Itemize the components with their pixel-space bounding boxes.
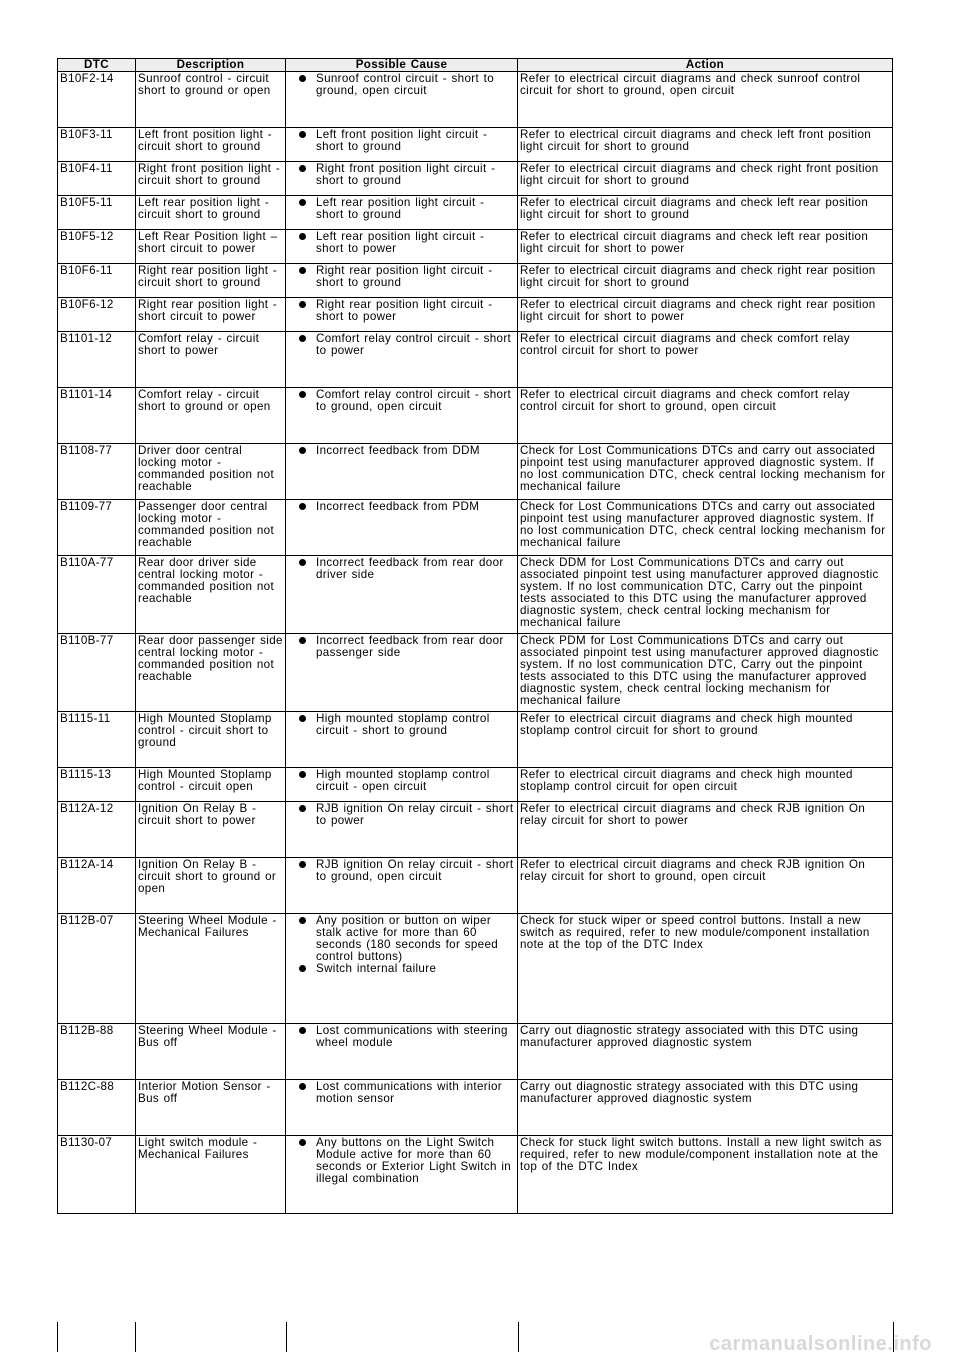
cause-item: RJB ignition On relay circuit - short to ground, open circuit: [302, 859, 515, 883]
possible-cause: [286, 768, 518, 802]
header-action: Action: [518, 59, 893, 72]
dtc-code: B112A-14: [58, 858, 136, 914]
cause-item: Comfort relay control circuit - short to ground, open circuit: [302, 389, 515, 413]
header-description: Description: [136, 59, 286, 72]
possible-cause: [286, 556, 518, 634]
dtc-action: Refer to electrical circuit diagrams and check RJB ignition On relay circuit for short to power: [518, 802, 893, 858]
cause-item: Right front position light circuit - short to ground: [302, 163, 515, 187]
possible-cause: [286, 72, 518, 128]
cause-list: [288, 501, 515, 513]
dtc-code: B10F5-11: [58, 196, 136, 230]
table-row: [58, 500, 893, 556]
dtc-action: Carry out diagnostic strategy associated with this DTC using manufacturer approved diagnostic system: [518, 1080, 893, 1136]
possible-cause: [286, 298, 518, 332]
cause-list: [288, 389, 515, 413]
possible-cause: [286, 634, 518, 712]
dtc-action: Refer to electrical circuit diagrams and check comfort relay control circuit for short to ground, open circuit: [518, 388, 893, 444]
header-possible-cause: Possible Cause: [286, 59, 518, 72]
cause-list: [288, 299, 515, 323]
possible-cause: [286, 1024, 518, 1080]
dtc-action: Refer to electrical circuit diagrams and check comfort relay control circuit for short to power: [518, 332, 893, 388]
dtc-code: B1109-77: [58, 500, 136, 556]
possible-cause: [286, 128, 518, 162]
dtc-code: B110A-77: [58, 556, 136, 634]
cause-list: [288, 635, 515, 659]
table-row: [58, 712, 893, 768]
dtc-table-container: [57, 58, 892, 1214]
cause-item: Any buttons on the Light Switch Module active for more than 60 seconds or Exterior Light Switch in illegal combination: [302, 1137, 515, 1185]
table-row: [58, 768, 893, 802]
cause-list: [288, 1081, 515, 1105]
dtc-description: Rear door passenger side central locking motor - commanded position not reachable: [136, 634, 286, 712]
cause-item: Incorrect feedback from rear door driver side: [302, 557, 515, 581]
table-row: [58, 444, 893, 500]
dtc-action: Refer to electrical circuit diagrams and check left rear position light circuit for short to power: [518, 230, 893, 264]
possible-cause: [286, 230, 518, 264]
cause-item: Incorrect feedback from PDM: [302, 501, 515, 513]
table-row: [58, 914, 893, 1024]
possible-cause: [286, 162, 518, 196]
dtc-description: Left Rear Position light – short circuit to power: [136, 230, 286, 264]
table-row: [58, 128, 893, 162]
possible-cause: [286, 196, 518, 230]
table-header-row: [58, 59, 893, 72]
dtc-description: Ignition On Relay B - circuit short to power: [136, 802, 286, 858]
cause-list: [288, 231, 515, 255]
possible-cause: [286, 332, 518, 388]
cause-list: [288, 769, 515, 793]
dtc-code: B1115-13: [58, 768, 136, 802]
dtc-action: Refer to electrical circuit diagrams and check left rear position light circuit for short to ground: [518, 196, 893, 230]
dtc-description: Steering Wheel Module - Bus off: [136, 1024, 286, 1080]
dtc-code: B10F3-11: [58, 128, 136, 162]
dtc-description: Ignition On Relay B - circuit short to ground or open: [136, 858, 286, 914]
dtc-description: Right rear position light - short circuit to power: [136, 298, 286, 332]
dtc-action: Refer to electrical circuit diagrams and check high mounted stoplamp control circuit for short to ground: [518, 712, 893, 768]
possible-cause: [286, 1136, 518, 1214]
dtc-code: B110B-77: [58, 634, 136, 712]
cause-list: [288, 129, 515, 153]
dtc-action: Check for Lost Communications DTCs and carry out associated pinpoint test using manufacturer approved diagnostic system. If no lost communication DTC, check central locking mechanism for mechanical failure: [518, 444, 893, 500]
dtc-code: B112B-88: [58, 1024, 136, 1080]
dtc-description: Sunroof control - circuit short to ground or open: [136, 72, 286, 128]
cause-item: Any position or button on wiper stalk active for more than 60 seconds (180 seconds for speed control buttons): [302, 915, 515, 963]
dtc-description: Right rear position light - circuit short to ground: [136, 264, 286, 298]
table-row: [58, 196, 893, 230]
dtc-description: High Mounted Stoplamp control - circuit open: [136, 768, 286, 802]
table-row: [58, 230, 893, 264]
possible-cause: [286, 444, 518, 500]
dtc-action: Check DDM for Lost Communications DTCs and carry out associated pinpoint test using manufacturer approved diagnostic system. If no lost communication DTC, Carry out the pinpoint tests associated to this DTC using the manufacturer approved diagnostic system, check central locking mechanism for mechanical failure: [518, 556, 893, 634]
dtc-table: [57, 58, 893, 1214]
cause-list: [288, 803, 515, 827]
dtc-code: B1130-07: [58, 1136, 136, 1214]
dtc-action: Check PDM for Lost Communications DTCs and carry out associated pinpoint test using manufacturer approved diagnostic system. If no lost communication DTC, Carry out the pinpoint tests associated to this DTC using the manufacturer approved diagnostic system, check central locking mechanism for mechanical failure: [518, 634, 893, 712]
table-row: [58, 264, 893, 298]
watermark: carmanualsonline.info: [709, 1333, 932, 1355]
dtc-code: B1115-11: [58, 712, 136, 768]
possible-cause: [286, 712, 518, 768]
table-row: [58, 1024, 893, 1080]
cause-list: [288, 1137, 515, 1185]
table-row: [58, 858, 893, 914]
table-row: [58, 72, 893, 128]
header-dtc: DTC: [58, 59, 136, 72]
dtc-code: B112B-07: [58, 914, 136, 1024]
dtc-action: Refer to electrical circuit diagrams and check right rear position light circuit for short to ground: [518, 264, 893, 298]
dtc-action: Refer to electrical circuit diagrams and check sunroof control circuit for short to ground, open circuit: [518, 72, 893, 128]
possible-cause: [286, 858, 518, 914]
dtc-action: Refer to electrical circuit diagrams and check high mounted stoplamp control circuit for open circuit: [518, 768, 893, 802]
table-row: [58, 802, 893, 858]
dtc-code: B10F6-12: [58, 298, 136, 332]
possible-cause: [286, 802, 518, 858]
cause-list: [288, 445, 515, 457]
dtc-description: Light switch module - Mechanical Failures: [136, 1136, 286, 1214]
cause-item: Lost communications with steering wheel module: [302, 1025, 515, 1049]
cause-item: Incorrect feedback from rear door passenger side: [302, 635, 515, 659]
dtc-action: Refer to electrical circuit diagrams and check right front position light circuit for short to ground: [518, 162, 893, 196]
cause-item: Left rear position light circuit - short to power: [302, 231, 515, 255]
dtc-action: Check for stuck light switch buttons. Install a new light switch as required, refer to new module/component installation note at the top of the DTC Index: [518, 1136, 893, 1214]
dtc-code: B112C-88: [58, 1080, 136, 1136]
dtc-description: Comfort relay - circuit short to power: [136, 332, 286, 388]
table-row: [58, 634, 893, 712]
dtc-description: Driver door central locking motor - commanded position not reachable: [136, 444, 286, 500]
dtc-description: Rear door driver side central locking motor - commanded position not reachable: [136, 556, 286, 634]
cause-item: Sunroof control circuit - short to ground, open circuit: [302, 73, 515, 97]
cause-item: Comfort relay control circuit - short to power: [302, 333, 515, 357]
cause-item: High mounted stoplamp control circuit - short to ground: [302, 713, 515, 737]
cause-list: [288, 915, 515, 975]
table-row: [58, 162, 893, 196]
possible-cause: [286, 264, 518, 298]
cause-list: [288, 73, 515, 97]
dtc-code: B112A-12: [58, 802, 136, 858]
cause-item: Left front position light circuit - short to ground: [302, 129, 515, 153]
cause-item: Incorrect feedback from DDM: [302, 445, 515, 457]
table-row: [58, 388, 893, 444]
cause-item: Right rear position light circuit - short to ground: [302, 265, 515, 289]
dtc-action: Check for stuck wiper or speed control buttons. Install a new switch as required, refer to new module/component installation note at the top of the DTC Index: [518, 914, 893, 1024]
table-row: [58, 1080, 893, 1136]
dtc-description: Comfort relay - circuit short to ground or open: [136, 388, 286, 444]
dtc-description: Right front position light - circuit short to ground: [136, 162, 286, 196]
cause-list: [288, 333, 515, 357]
dtc-action: Refer to electrical circuit diagrams and check right rear position light circuit for short to power: [518, 298, 893, 332]
table-row: [58, 332, 893, 388]
dtc-action: Check for Lost Communications DTCs and carry out associated pinpoint test using manufacturer approved diagnostic system. If no lost communication DTC, check central locking mechanism for mechanical failure: [518, 500, 893, 556]
cause-item: Left rear position light circuit - short to ground: [302, 197, 515, 221]
table-row: [58, 556, 893, 634]
dtc-action: Refer to electrical circuit diagrams and check RJB ignition On relay circuit for short to ground, open circuit: [518, 858, 893, 914]
cause-item: High mounted stoplamp control circuit - open circuit: [302, 769, 515, 793]
cause-list: [288, 859, 515, 883]
cause-list: [288, 197, 515, 221]
possible-cause: [286, 388, 518, 444]
cause-list: [288, 163, 515, 187]
dtc-description: High Mounted Stoplamp control - circuit short to ground: [136, 712, 286, 768]
dtc-description: Left rear position light - circuit short to ground: [136, 196, 286, 230]
cause-item: RJB ignition On relay circuit - short to power: [302, 803, 515, 827]
dtc-code: B10F4-11: [58, 162, 136, 196]
cause-list: [288, 1025, 515, 1049]
dtc-code: B1108-77: [58, 444, 136, 500]
table-row: [58, 298, 893, 332]
cause-item: Lost communications with interior motion sensor: [302, 1081, 515, 1105]
dtc-description: Passenger door central locking motor - commanded position not reachable: [136, 500, 286, 556]
cause-list: [288, 557, 515, 581]
cause-list: [288, 265, 515, 289]
possible-cause: [286, 914, 518, 1024]
possible-cause: [286, 500, 518, 556]
dtc-code: B1101-14: [58, 388, 136, 444]
dtc-code: B10F2-14: [58, 72, 136, 128]
table-row: [58, 1136, 893, 1214]
dtc-action: Carry out diagnostic strategy associated with this DTC using manufacturer approved diagnostic system: [518, 1024, 893, 1080]
dtc-code: B10F5-12: [58, 230, 136, 264]
dtc-description: Left front position light - circuit short to ground: [136, 128, 286, 162]
dtc-code: B1101-12: [58, 332, 136, 388]
dtc-code: B10F6-11: [58, 264, 136, 298]
cause-item: Switch internal failure: [302, 963, 515, 975]
cause-list: [288, 713, 515, 737]
dtc-action: Refer to electrical circuit diagrams and check left front position light circuit for short to ground: [518, 128, 893, 162]
possible-cause: [286, 1080, 518, 1136]
cause-item: Right rear position light circuit - short to power: [302, 299, 515, 323]
dtc-description: Interior Motion Sensor - Bus off: [136, 1080, 286, 1136]
dtc-description: Steering Wheel Module - Mechanical Failures: [136, 914, 286, 1024]
table-body: [58, 72, 893, 1214]
